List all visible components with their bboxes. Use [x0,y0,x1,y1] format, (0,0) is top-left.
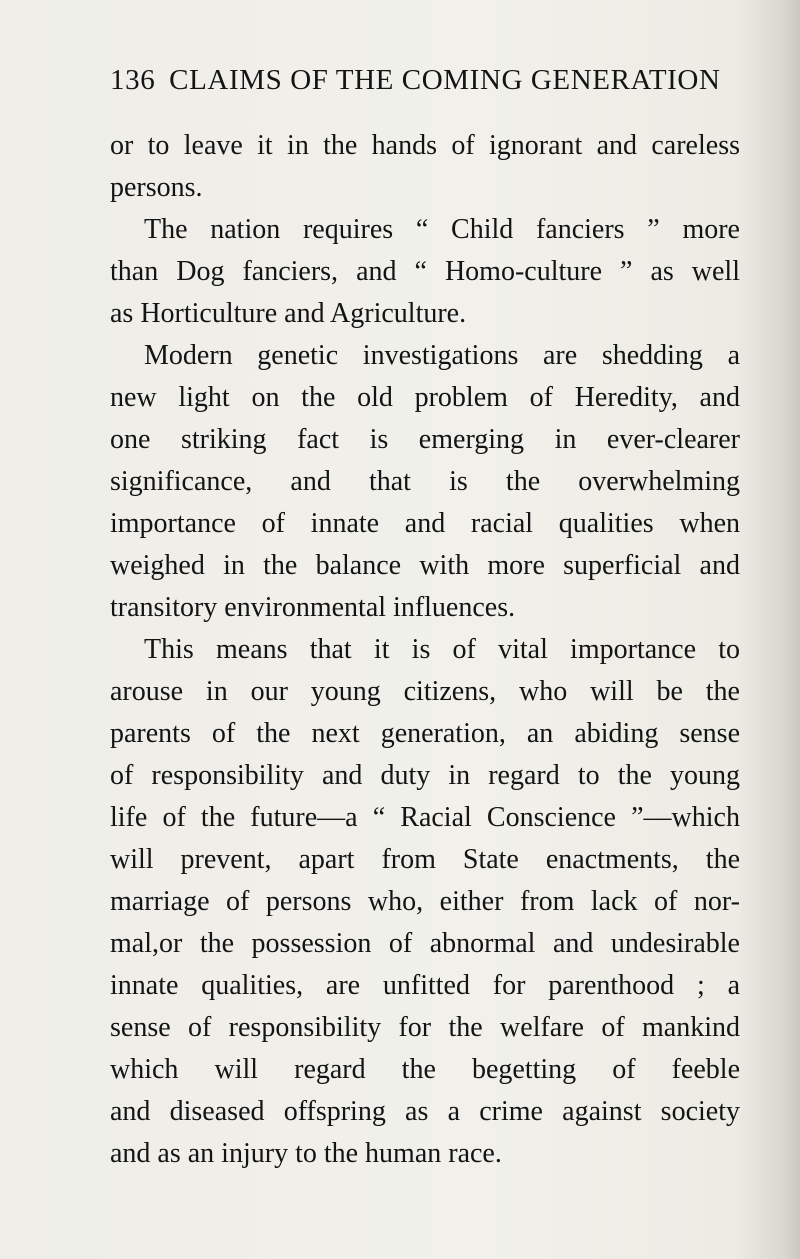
text-line: innate qualities, are unfitted for parenthood ; a [110,970,740,1001]
text-line: weighed in the balance with more superficial and [110,550,740,581]
running-title: CLAIMS OF THE COMING GENERATION [169,64,721,96]
text-line: as Horticulture and Agriculture. [110,298,467,329]
text-line: than Dog fanciers, and “ Homo-culture ” as well [110,256,740,287]
text-line: The nation requires “ Child fanciers ” more [144,214,740,245]
text-line: This means that it is of vital importance to [144,634,740,665]
text-line: mal,or the possession of abnormal and undesirable [110,928,740,959]
text-line: arouse in our young citizens, who will be the [110,676,740,707]
text-line: Modern genetic investigations are shedding a [144,340,740,371]
text-line: and as an injury to the human race. [110,1138,502,1169]
text-line: one striking fact is emerging in ever-clearer [110,424,740,455]
body-text [110,125,740,1175]
text-line: marriage of persons who, either from lack of nor- [110,886,740,917]
page-number: 136 [110,64,156,96]
text-line: persons. [110,172,203,203]
text-line: transitory environmental influences. [110,592,516,623]
text-line: significance, and that is the overwhelming [110,466,740,497]
text-line: parents of the next generation, an abiding sense [110,718,740,749]
running-header [110,60,750,100]
text-line: which will regard the begetting of feeble [110,1054,740,1085]
text-line: and diseased offspring as a crime against society [110,1096,740,1127]
text-line: sense of responsibility for the welfare of mankind [110,1012,740,1043]
text-line: will prevent, apart from State enactments, the [110,844,740,875]
text-line: importance of innate and racial qualities when [110,508,740,539]
text-line: life of the future—a “ Racial Conscience ”—which [110,802,740,833]
text-line: or to leave it in the hands of ignorant and careless [110,130,740,161]
text-line: of responsibility and duty in regard to the young [110,760,740,791]
text-line: new light on the old problem of Heredity, and [110,382,740,413]
